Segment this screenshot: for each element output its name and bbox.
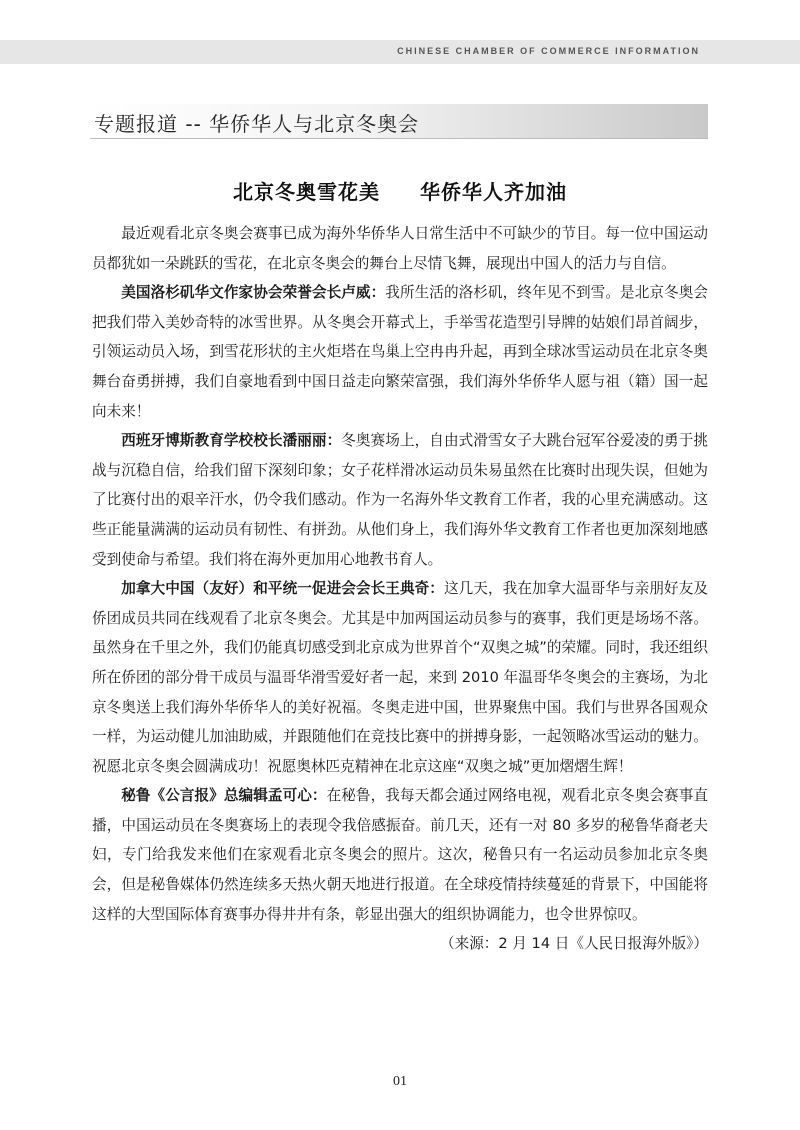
speaker-name: 加拿大中国（友好）和平统一促进会会长王典奇： xyxy=(121,580,444,598)
article-title-part2: 华侨华人齐加油 xyxy=(420,180,567,204)
speaker-name: 西班牙博斯教育学校校长潘丽丽： xyxy=(121,432,342,450)
quote-text: 在秘鲁，我每天都会通过网络电视，观看北京冬奥会赛事直播，中国运动员在冬奥赛场上的表现令我倍感振奋。前几天，还有一对 80 多岁的秘鲁华裔老夫妇，专门给我发来他们在家观看北京冬奥会的照片。这次，秘鲁只有一名运动员参加北京冬奥会，但是秘鲁媒体仍然连续多天热火朝天地进行报道。在全球疫情持续蔓延的背景下，中国能将这样的大型国际体育赛事办得井井有条，彰显出强大的组织协调能力，也令世界惊叹。 xyxy=(92,787,708,923)
article-title xyxy=(0,176,800,205)
quote-text: 这几天，我在加拿大温哥华与亲朋好友及侨团成员共同在线观看了北京冬奥会。尤其是中加两国运动员参与的赛事，我们更是场场不落。虽然身在千里之外，我们仍能真切感受到北京成为世界首个“双奥之城”的荣耀。同时，我还组织所在侨团的部分骨干成员与温哥华滑雪爱好者一起，来到 2010 年温哥华冬奥会的主赛场，为北京冬奥送上我们海外华侨华人的美好祝福。冬奥走进中国，世界聚焦中国。我们与世界各国观众一样，为运动健儿加油助威，并跟随他们在竞技比赛中的拼搏身影，一起领略冰雪运动的魅力。祝愿北京冬奥会圆满成功！祝愿奥林匹克精神在北京这座“双奥之城”更加熠熠生辉！ xyxy=(92,580,708,775)
section-title: 专题报道 -- 华侨华人与北京冬奥会 xyxy=(94,112,420,136)
article-body xyxy=(92,219,708,959)
quote-paragraph xyxy=(92,426,708,574)
quote-text: 我所生活的洛杉矶，终年见不到雪。是北京冬奥会把我们带入美妙奇特的冰雪世界。从冬奥会开幕式上，手举雪花造型引导牌的姑娘们昂首阔步，引领运动员入场，到雪花形状的主火炬塔在鸟巢上空冉冉升起，再到全球冰雪运动员在北京冬奥舞台奋勇拼搏，我们自豪地看到中国日益走向繁荣富强，我们海外华侨华人愿与祖（籍）国一起向未来！ xyxy=(92,284,708,420)
speaker-name: 美国洛杉矶华文作家协会荣誉会长卢威： xyxy=(121,284,386,302)
publication-header: CHINESE CHAMBER OF COMMERCE INFORMATION xyxy=(397,46,700,56)
quote-paragraph xyxy=(92,278,708,426)
quote-text: 冬奥赛场上，自由式滑雪女子大跳台冠军谷爱凌的勇于挑战与沉稳自信，给我们留下深刻印象；女子花样滑冰运动员朱易虽然在比赛时出现失误，但她为了比赛付出的艰辛汗水，仍令我们感动。作为一名海外华文教育工作者，我的心里充满感动。这些正能量满满的运动员有韧性、有拼劲。从他们身上，我们海外华文教育工作者也更加深刻地感受到使命与希望。我们将在海外更加用心地教书育人。 xyxy=(92,432,708,568)
speaker-name: 秘鲁《公言报》总编辑孟可心： xyxy=(121,787,327,805)
page-number: 01 xyxy=(393,1074,407,1089)
intro-paragraph: 最近观看北京冬奥会赛事已成为海外华侨华人日常生活中不可缺少的节目。每一位中国运动员都犹如一朵跳跃的雪花，在北京冬奥会的舞台上尽情飞舞，展现出中国人的活力与自信。 xyxy=(92,225,708,272)
article-title-part1: 北京冬奥雪花美 xyxy=(233,180,380,204)
quote-paragraph xyxy=(92,574,708,781)
quote-paragraph xyxy=(92,781,708,929)
source-line: （来源：2 月 14 日《人民日报海外版》） xyxy=(440,935,708,953)
